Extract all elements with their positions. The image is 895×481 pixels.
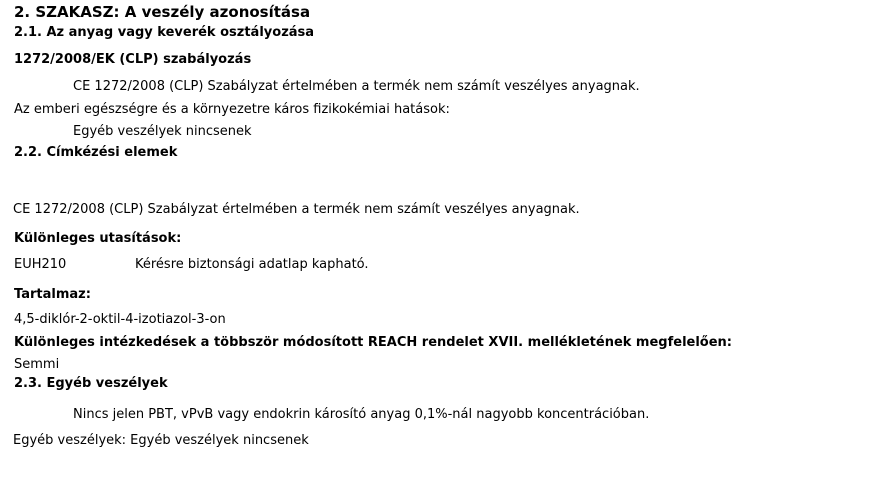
other-hazards-line: Egyéb veszélyek: Egyéb veszélyek nincsenek [13,433,309,448]
clp-statement-labelling: CE 1272/2008 (CLP) Szabályzat értelmében a termék nem számít veszélyes anyagnak. [13,202,580,217]
euh-code: EUH210 [14,257,67,272]
euh-text: Kérésre biztonsági adatlap kapható. [135,257,369,272]
special-instructions-heading: Különleges utasítások: [14,231,182,246]
physico-chemical-effects-label: Az emberi egészségre és a környezetre káros fizikokémiai hatások: [14,102,450,117]
clp-statement: CE 1272/2008 (CLP) Szabályzat értelmében a termék nem számít veszélyes anyagnak. [73,79,640,94]
reach-measures-value: Semmi [14,357,60,372]
subsection-2-2-heading: 2.2. Címkézési elemek [14,145,178,160]
physico-chemical-effects-value: Egyéb veszélyek nincsenek [73,124,252,139]
subsection-2-1-heading: 2.1. Az anyag vagy keverék osztályozása [14,25,315,40]
contains-value: 4,5-diklór-2-oktil-4-izotiazol-3-on [14,312,226,327]
section-2-heading: 2. SZAKASZ: A veszély azonosítása [14,3,311,21]
euh-statement-row [14,257,369,273]
contains-heading: Tartalmaz: [14,287,91,302]
reach-measures-heading: Különleges intézkedések a többször módosított REACH rendelet XVII. mellékletének megfelelően: [14,335,733,350]
subsection-2-3-heading: 2.3. Egyéb veszélyek [14,376,168,391]
pbt-statement: Nincs jelen PBT, vPvB vagy endokrin károsító anyag 0,1%-nál nagyobb koncentrációban. [73,407,650,422]
clp-regulation-heading: 1272/2008/EK (CLP) szabályozás [14,52,252,67]
